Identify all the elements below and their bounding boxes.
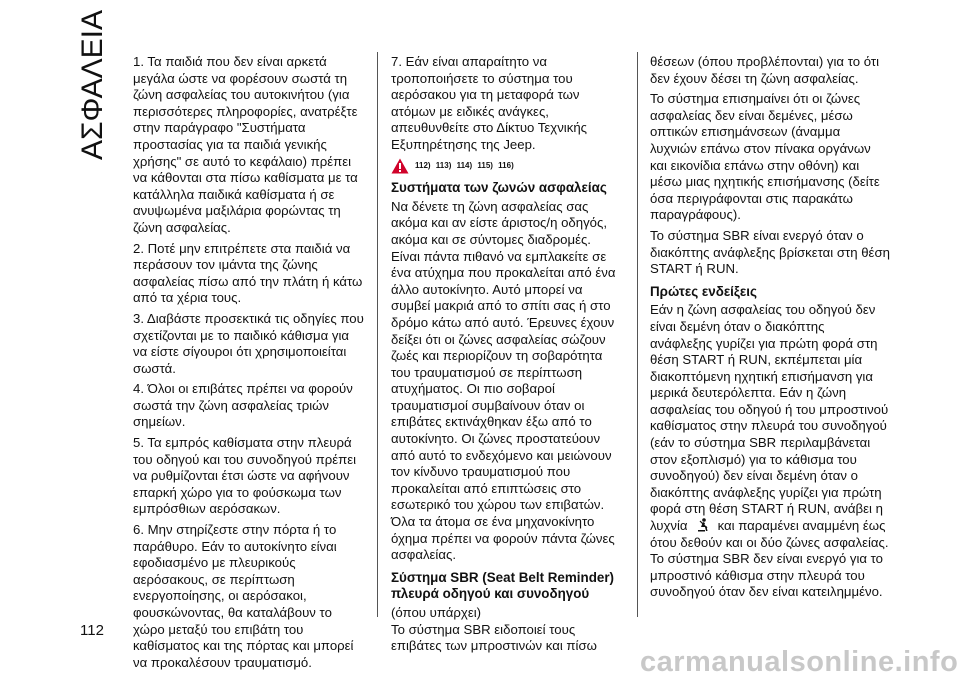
seatbelt-warning-icon: [696, 518, 710, 532]
paragraph: 1. Τα παιδιά που δεν είναι αρκετά μεγάλα ώστε να φορέσουν σωστά τη ζώνη ασφαλείας του αυτοκινήτου (για περισσότερες πληροφορίες, ανατρέξτε στην παράγραφο "Συστήματα προστασίας για τα παιδιά γενικής χρήσης" σε αυτό το κεφάλαιο) πρέπει να κάθονται στα πίσω καθίσματα με τα κατάλληλα παιδικά καθίσματα ή σε ανυψωμένα μαξιλάρια φορώντας τη ζώνη ασφαλείας.: [133, 54, 358, 235]
reference-numbers: 112) 113) 114) 115) 116): [415, 160, 514, 170]
heading-belt-systems: Συστήματα των ζωνών ασφαλείας: [391, 180, 607, 196]
section-title: ΑΣΦΑΛΕΙΑ: [76, 10, 109, 160]
paragraph-part: Εάν η ζώνη ασφαλείας του οδηγού δεν είναι δεμένη όταν ο διακόπτης ανάφλεξης γυρίζει για πρώτη φορά στη θέση START ή RUN, εκπέμπεται μία διακοπτόμενη ηχητική επισήμανση για μερικά δευτερόλεπτα. Εάν η ζώνη ασφαλείας του οδηγού ή του μπροστινού καθίσματος στην πλευρά του συνοδηγού (εάν το σύστημα SBR περιλαμβάνεται στον εξοπλισμό) για το κάθισμα του συνοδηγού) δεν είναι δεμένη όταν ο διακόπτης ανάφλεξης γυρίζει για πρώτη φορά στη θέση START ή RUN, ανάβει η λυχνία: [650, 302, 889, 534]
paragraph: Να δένετε τη ζώνη ασφαλείας σας ακόμα και αν είστε άριστος/η οδηγός, ακόμα και σε σύντομες διαδρομές. Είναι πάντα πιθανό να εμπλακείτε σε ένα ατύχημα που προκαλείται από ένα άλλο αυτοκίνητο. Αυτό μπορεί να συμβεί μακριά από το σπίτι σας ή στο δρόμο κάτω από αυτό. Έρευνες έχουν δείξει ότι οι ζώνες ασφαλείας σώζουν ζωές και περιορίζουν τη σοβαρότητα του τραυματισμού σε περίπτωση ατυχήματος. Οι πιο σοβαροί τραυματισμοί συμβαίνουν όταν οι επιβάτες εκτινάχθηκαν έξω από το αυτοκίνητο. Οι ζώνες προστατεύουν από αυτό το ενδεχόμενο και μειώνουν τον κίνδυνο τραυματισμού που προκαλείται από επιπτώσεις στο εσωτερικό του χώρου των επιβατών. Όλα τα άτομα σε ένα μηχανοκίνητο όχημα πρέπει να φορούν πάντα ζώνες ασφαλείας.: [391, 198, 616, 563]
watermark: carmanualsonline.info: [640, 646, 959, 678]
paragraph: (όπου υπάρχει): [391, 605, 482, 620]
section-title-vertical: [62, 10, 114, 170]
paragraph: Το σύστημα επισημαίνει ότι οι ζώνες ασφαλείας δεν είναι δεμένες, μέσω οπτικών επισημάνσεων (άναμμα λυχνιών επάνω στον πίνακα οργάνων και εικονίδια επάνω στην οθόνη) και μέσω μιας ηχητικής επισήμανσης (δείτε όσα περιγράφονται στις παρακάτω παραγράφους).: [650, 91, 880, 223]
column-3: [650, 54, 890, 605]
column-1: [133, 54, 365, 675]
paragraph: 2. Ποτέ μην επιτρέπετε στα παιδιά να περάσουν τον ιμάντα της ζώνης ασφαλείας πίσω από την πλάτη ή κάτω από τα χέρια τους.: [133, 240, 363, 306]
paragraph: 4. Όλοι οι επιβάτες πρέπει να φορούν σωστά την ζώνη ασφαλείας τριών σημείων.: [133, 381, 353, 430]
heading-first-indications: Πρώτες ενδείξεις: [650, 283, 757, 299]
paragraph: 7. Εάν είναι απαραίτητο να τροποποιήσετε το σύστημα του αερόσακου για τη μεταφορά των ατόμων με ειδικές ανάγκες, απευθυνθείτε στο Δίκτυο Τεχνικής Εξυπηρέτησης της Jeep.: [391, 54, 588, 152]
warning-triangle-icon: [391, 158, 409, 174]
heading-sbr: Σύστημα SBR (Seat Belt Reminder) πλευρά οδηγού και συνοδηγού: [391, 569, 614, 602]
paragraph: θέσεων (όπου προβλέπονται) για το ότι δεν έχουν δέσει τη ζώνη ασφαλείας.: [650, 54, 880, 86]
paragraph: [650, 302, 890, 601]
paragraph: Το σύστημα SBR ειδοποιεί τους επιβάτες των μπροστινών και πίσω: [391, 621, 597, 654]
paragraph-part: και παραμένει αναμμένη έως ότου δεθούν και οι δύο ζώνες ασφαλείας. Το σύστημα SBR δεν είναι ενεργό για το μπροστινό κάθισμα στην πλευρά του συνοδηγού όταν δεν είναι κατειλημμένο.: [650, 518, 889, 600]
paragraph: 5. Τα εμπρός καθίσματα στην πλευρά του οδηγού και του συνοδηγού πρέπει να ρυθμίζονται έτσι ώστε να αφήνουν επαρκή χώρο για το φούσκωμα των εμπρόσθιων αερόσακων.: [133, 435, 357, 517]
page-number: 112: [80, 622, 104, 639]
column-divider: [637, 52, 638, 617]
column-2: [391, 54, 623, 659]
warning-references: [391, 158, 623, 175]
paragraph: Το σύστημα SBR είναι ενεργό όταν ο διακόπτης ανάφλεξης βρίσκεται στη θέση START ή RUN.: [650, 227, 890, 277]
column-divider: [377, 52, 378, 617]
paragraph: 6. Μην στηρίζεστε στην πόρτα ή το παράθυρο. Εάν το αυτοκίνητο είναι εφοδιασμένο με πλευρικούς αερόσακους, σε περίπτωση ενεργοποίησης, οι αερόσακοι, φουσκώνοντας, θα καταλάβουν το χώρο μεταξύ του επιβάτη του καθίσματος και της πόρτας και μπορεί να προκαλέσουν τραυματισμό.: [133, 522, 354, 670]
paragraph: 3. Διαβάστε προσεκτικά τις οδηγίες που σχετίζονται με το παιδικό κάθισμα για να είστε σίγουροι ότι χρησιμοποιείται σωστά.: [133, 310, 364, 376]
